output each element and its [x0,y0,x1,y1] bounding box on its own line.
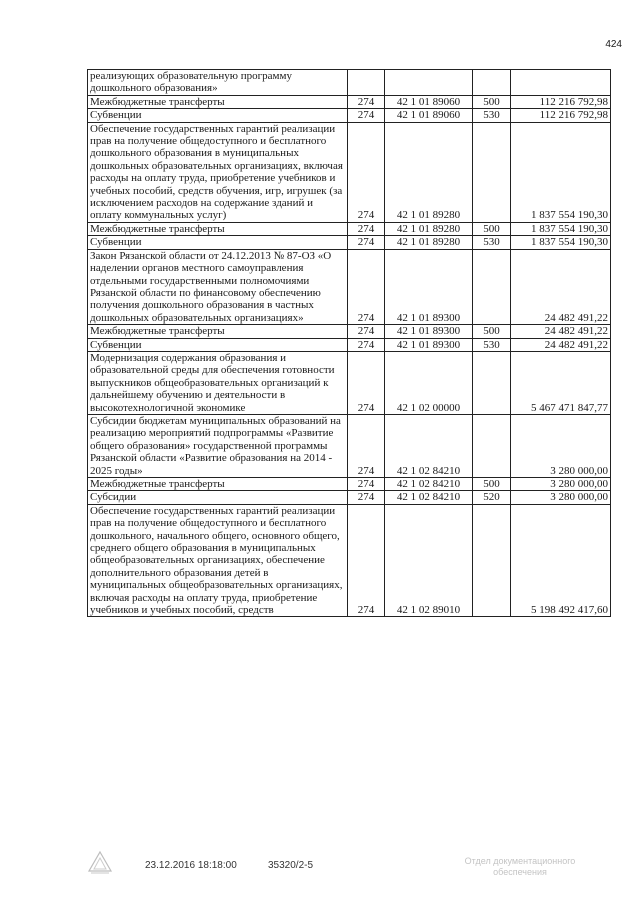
row-sum: 1 837 554 190,30 [511,222,611,235]
row-name: реализующих образовательную программу дошкольного образования» [88,70,348,96]
row-grbs: 274 [348,95,385,108]
row-name: Закон Рязанской области от 24.12.2013 № 87-ОЗ «О наделении органов местного самоуправления отдельными государственными полномочиями Рязанской области по финансовому обеспечению получения дошкольного образования в частных дошкольных образовательных организациях» [88,249,348,324]
watermark-line: обеспечения [493,867,547,877]
row-sum: 24 482 491,22 [511,338,611,351]
row-vr [473,249,511,324]
row-grbs: 274 [348,351,385,414]
row-sum: 3 280 000,00 [511,414,611,477]
row-csr: 42 1 02 84210 [385,414,473,477]
row-csr: 42 1 01 89280 [385,222,473,235]
watermark-line: Отдел документационного [464,856,576,866]
row-vr: 530 [473,109,511,122]
row-csr: 42 1 02 84210 [385,491,473,504]
table-row [88,109,611,122]
row-vr: 530 [473,338,511,351]
row-sum: 3 280 000,00 [511,478,611,491]
row-csr: 42 1 01 89280 [385,236,473,249]
row-vr: 520 [473,491,511,504]
row-grbs: 274 [348,325,385,338]
row-csr: 42 1 01 89060 [385,109,473,122]
row-name: Субвенции [88,236,348,249]
row-grbs: 274 [348,222,385,235]
row-sum [511,70,611,96]
row-sum: 112 216 792,98 [511,95,611,108]
row-grbs: 274 [348,109,385,122]
row-name: Обеспечение государственных гарантий реализации прав на получение общедоступного и бесплатного дошкольного, начального общего, основного общего, среднего общего образования в муниципальных общеобразовательных организациях, обеспечение дополнительного образования детей в муниципальных общеобразовательных организациях, включая расходы на оплату труда, приобретение учебников и учебных пособий, средств [88,504,348,617]
table-row [88,325,611,338]
table-row [88,478,611,491]
row-csr: 42 1 01 89060 [385,95,473,108]
row-name: Обеспечение государственных гарантий реализации прав на получение общедоступного и бесплатного дошкольного образования в муниципальных дошкольных образовательных организациях, включая расходы на оплату труда, приобретение учебников и учебных пособий, средств обучения, игр, игрушек (за исключением расходов на содержание зданий и оплату коммунальных услуг) [88,122,348,222]
row-name: Межбюджетные трансферты [88,478,348,491]
row-sum: 3 280 000,00 [511,491,611,504]
footer-doc-number: 35320/2-5 [268,860,314,871]
row-csr [385,70,473,96]
row-vr: 500 [473,325,511,338]
row-csr: 42 1 02 00000 [385,351,473,414]
row-name: Субсидии бюджетам муниципальных образований на реализацию мероприятий подпрограммы «Развитие общего образования» государственной программы Рязанской области «Развитие образования на 2014 - 2025 годы» [88,414,348,477]
row-grbs [348,70,385,96]
stamp-icon [87,850,113,874]
row-grbs: 274 [348,491,385,504]
row-grbs: 274 [348,249,385,324]
row-name: Межбюджетные трансферты [88,325,348,338]
row-vr: 500 [473,478,511,491]
row-grbs: 274 [348,122,385,222]
footer-timestamp: 23.12.2016 18:18:00 [145,860,237,871]
row-name: Субвенции [88,109,348,122]
row-sum: 24 482 491,22 [511,325,611,338]
row-vr: 500 [473,95,511,108]
row-vr [473,414,511,477]
row-sum: 5 198 492 417,60 [511,504,611,617]
row-csr: 42 1 01 89300 [385,325,473,338]
table-row [88,414,611,477]
row-sum: 1 837 554 190,30 [511,122,611,222]
table-row [88,70,611,96]
row-vr: 500 [473,222,511,235]
row-name: Межбюджетные трансферты [88,222,348,235]
row-name: Субсидии [88,491,348,504]
row-sum: 5 467 471 847,77 [511,351,611,414]
row-vr [473,122,511,222]
table-row [88,236,611,249]
row-grbs: 274 [348,414,385,477]
row-grbs: 274 [348,236,385,249]
row-name: Межбюджетные трансферты [88,95,348,108]
budget-table-body [88,70,611,617]
row-csr: 42 1 01 89280 [385,122,473,222]
budget-table [87,69,611,617]
table-row [88,249,611,324]
table-row [88,95,611,108]
table-row [88,491,611,504]
row-csr: 42 1 02 89010 [385,504,473,617]
row-csr: 42 1 02 84210 [385,478,473,491]
row-vr: 530 [473,236,511,249]
footer-watermark [440,856,600,878]
row-grbs: 274 [348,504,385,617]
table-row [88,504,611,617]
row-vr [473,504,511,617]
row-name: Модернизация содержания образования и образовательной среды для обеспечения готовности выпускников общеобразовательных организаций к дальнейшему обучению и деятельности в высокотехнологичной экономике [88,351,348,414]
row-vr [473,70,511,96]
row-vr [473,351,511,414]
table-row [88,338,611,351]
row-sum: 1 837 554 190,30 [511,236,611,249]
row-csr: 42 1 01 89300 [385,249,473,324]
row-grbs: 274 [348,338,385,351]
row-sum: 112 216 792,98 [511,109,611,122]
row-sum: 24 482 491,22 [511,249,611,324]
row-grbs: 274 [348,478,385,491]
row-csr: 42 1 01 89300 [385,338,473,351]
table-row [88,122,611,222]
table-row [88,222,611,235]
row-name: Субвенции [88,338,348,351]
table-row [88,351,611,414]
page-number: 424 [605,39,622,50]
